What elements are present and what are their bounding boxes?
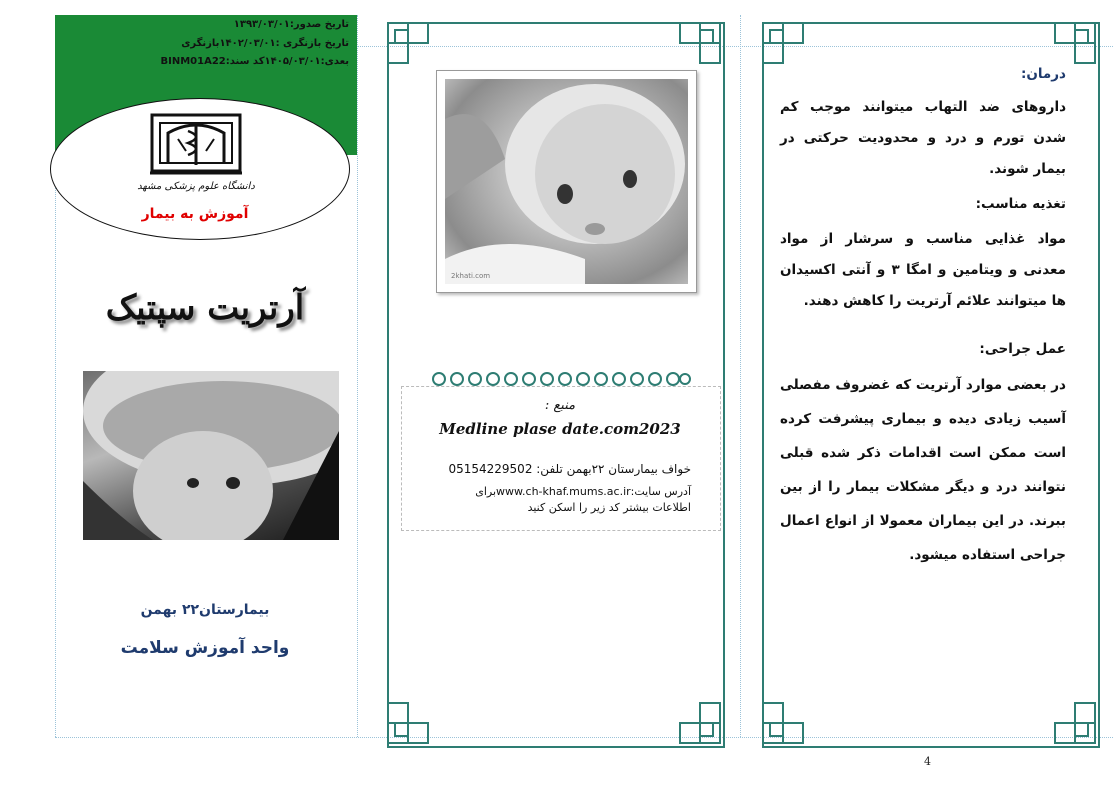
next-revision-doc-code: بعدی:۱۴۰۵/۰۳/۰۱کد سند:BINM01A22 <box>160 56 349 67</box>
photo-watermark: 2khati.com <box>451 272 491 280</box>
frame-corner-ornament <box>762 702 804 744</box>
hospital-name: بیمارستان۲۲ بهمن <box>140 602 270 618</box>
contact-line: خواف بیمارستان ۲۲بهمن تلفن: 05154229502 <box>448 462 691 476</box>
frame-corner-ornament <box>387 702 429 744</box>
frame-corner-ornament <box>679 702 721 744</box>
page-guide-fold2 <box>740 15 741 737</box>
brochure-title: آرتریت سپتیک <box>105 288 305 328</box>
source-name: Medline plase date.com2023 <box>439 420 681 438</box>
frame-corner-ornament <box>1054 22 1096 64</box>
logo-caption: دانشگاه علوم پزشکی مشهد <box>137 181 255 192</box>
treatment-heading: درمان: <box>1020 66 1066 82</box>
health-education-unit: واحد آموزش سلامت <box>120 638 290 658</box>
university-logo-icon <box>148 109 244 181</box>
page-guide-fold1 <box>357 15 358 737</box>
frame-corner-ornament <box>679 22 721 64</box>
surgery-text: در بعضی موارد آرتریت که غضروف مفصلی آسیب زیادی دیده و بیماری پیشرفت کرده است ممکن است اقدامات ذکر شده قبلی نتوانند درد و دیگر مشکلات بیمار را از بین ببرند. در این بیماران معمولا از انواع اعمال جراحی استفاده میشود. <box>780 377 1066 563</box>
baby-hat-photo <box>83 371 339 540</box>
treatment-text: داروهای ضد التهاب میتوانند موجب کم شدن تورم و درد و محدودیت حرکتی در بیمار شوند. <box>780 99 1066 177</box>
frame-corner-ornament <box>1054 702 1096 744</box>
source-label: منبع : <box>544 398 576 413</box>
revision-date: تاریخ بازنگری :۱۴۰۲/۰۳/۰۱بازنگری <box>181 38 349 49</box>
website-line: آدرس سایت:www.ch-khaf.mums.ac.irبرای <box>475 485 691 498</box>
nutrition-text: مواد غذایی مناسب و سرشار از مواد معدنی و ویتامین و امگا ۳ و آنتی اکسیدان ها میتوانند علائم آرتریت را کاهش دهند. <box>780 231 1066 309</box>
frame-corner-ornament <box>762 22 804 64</box>
issue-date: تاریخ صدور:۱۳۹۳/۰۳/۰۱ <box>233 19 349 30</box>
scan-instructions: اطلاعات بیشتر کد زیر را اسکن کنید <box>527 501 691 514</box>
nutrition-heading: تغذیه مناسب: <box>975 196 1066 212</box>
patient-education-label: آموزش به بیمار <box>141 206 249 222</box>
frame-corner-ornament <box>387 22 429 64</box>
page-number: 4 <box>924 755 931 768</box>
surgery-heading: عمل جراحی: <box>979 341 1066 357</box>
baby-lying-photo <box>436 70 697 293</box>
